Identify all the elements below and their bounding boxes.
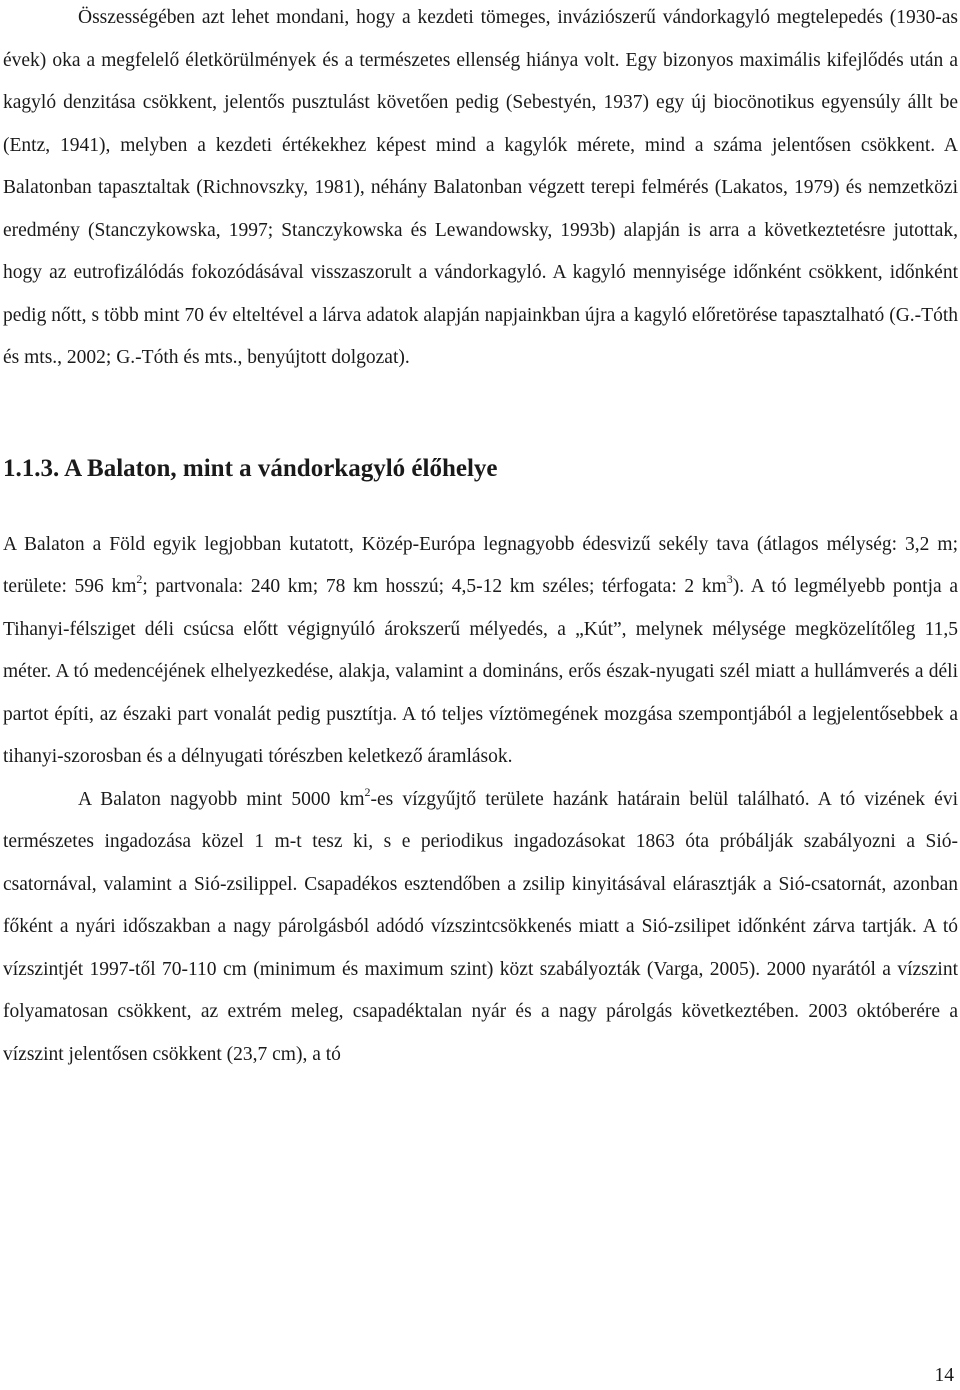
paragraph-text: ). A tó legmélyebb pontja a Tihanyi-félsziget déli csúcsa előtt végignyúló árokszerű mélyedés, a „Kút”, melynek mélysége megközelítőleg 11,5 méter. A tó medencéjének elhelyezkedése, alakja, valamint a domináns, erős észak-nyugati szél miatt a hullámverés a déli partot építi, az északi part vonalát pedig pusztítja. A tó teljes víztömegének mozgása szempontjából a legjelentősebbek a tihanyi-szorosban és a délnyugati tórészben keletkező áramlások.	[3, 576, 958, 767]
paragraph-text: -es vízgyűjtő területe hazánk határain belül található. A tó vizének évi természetes ingadozása közel 1 m-t tesz ki, s e periodikus ingadozásokat 1863 óta próbálják szabályozni a Sió-csatornával, valamint a Sió-zsilippel. Csapadékos esztendőben a zsilip kinyitásával elárasztják a Sió-csatornát, azonban főként a nyári időszakban a nagy párolgásból adódó vízszintcsökkenés miatt a Sió-zsilipet időnként zárva tartják. A tó vízszintjét 1997-től 70-110 cm (minimum és maximum szint) közt szabályozták (Varga, 2005). 2000 nyarától a vízszint folyamatosan csökkent, az extrém meleg, csapadéktalan nyár és a nagy párolgás következtében. 2003 októberére a vízszint jelentősen csökkent (23,7 cm), a tó	[3, 788, 959, 1065]
superscript: 2	[136, 572, 143, 586]
section-heading: 1.1.3. A Balaton, mint a vándorkagyló élőhelye	[3, 454, 498, 482]
superscript: 2	[364, 784, 371, 799]
paragraph-balaton-description	[3, 524, 958, 779]
document-page	[3, 0, 958, 1076]
superscript: 3	[726, 572, 733, 586]
paragraph-text: ; partvonala: 240 km; 78 km hosszú; 4,5-12 km széles; térfogata: 2 km	[142, 576, 727, 597]
paragraph-water-level	[3, 779, 958, 1077]
paragraph-text: A Balaton nagyobb mint 5000 km	[78, 788, 365, 810]
paragraph-invasion-summary: Összességében azt lehet mondani, hogy a kezdeti tömeges, inváziószerű vándorkagyló megtelepedés (1930-as évek) oka a megfelelő életkörülmények és a természetes ellenség hiánya volt. Egy bizonyos maximális kifejlődés után a kagyló denzitása csökkent, jelentős pusztulást követően pedig (Sebestyén, 1937) egy új biocönotikus egyensúly állt be (Entz, 1941), melyben a kezdeti értékekhez képest mind a kagylók mérete, mind a száma jelentősen csökkent. A Balatonban tapasztaltak (Richnovszky, 1981), néhány Balatonban végzett terepi felmérés (Lakatos, 1979) és nemzetközi eredmény (Stanczykowska, 1997; Stanczykowska és Lewandowsky, 1993b) alapján is arra a következtetésre jutottak, hogy az eutrofizálódás fokozódásával visszaszorult a vándorkagyló. A kagyló mennyisége időnként csökkent, időnként pedig nőtt, s több mint 70 év elteltével a lárva adatok alapján napjainkban újra a kagyló előretörése tapasztalható (G.-Tóth és mts., 2002; G.-Tóth és mts., benyújtott dolgozat).	[3, 7, 958, 368]
page-number: 14	[934, 1365, 954, 1386]
paragraph-text: A Balaton a Föld egyik legjobban kutatott, Közép-Európa legnagyobb édesvizű sekély tava (átlagos mélység: 3,2 m; területe: 596 km	[3, 533, 958, 597]
